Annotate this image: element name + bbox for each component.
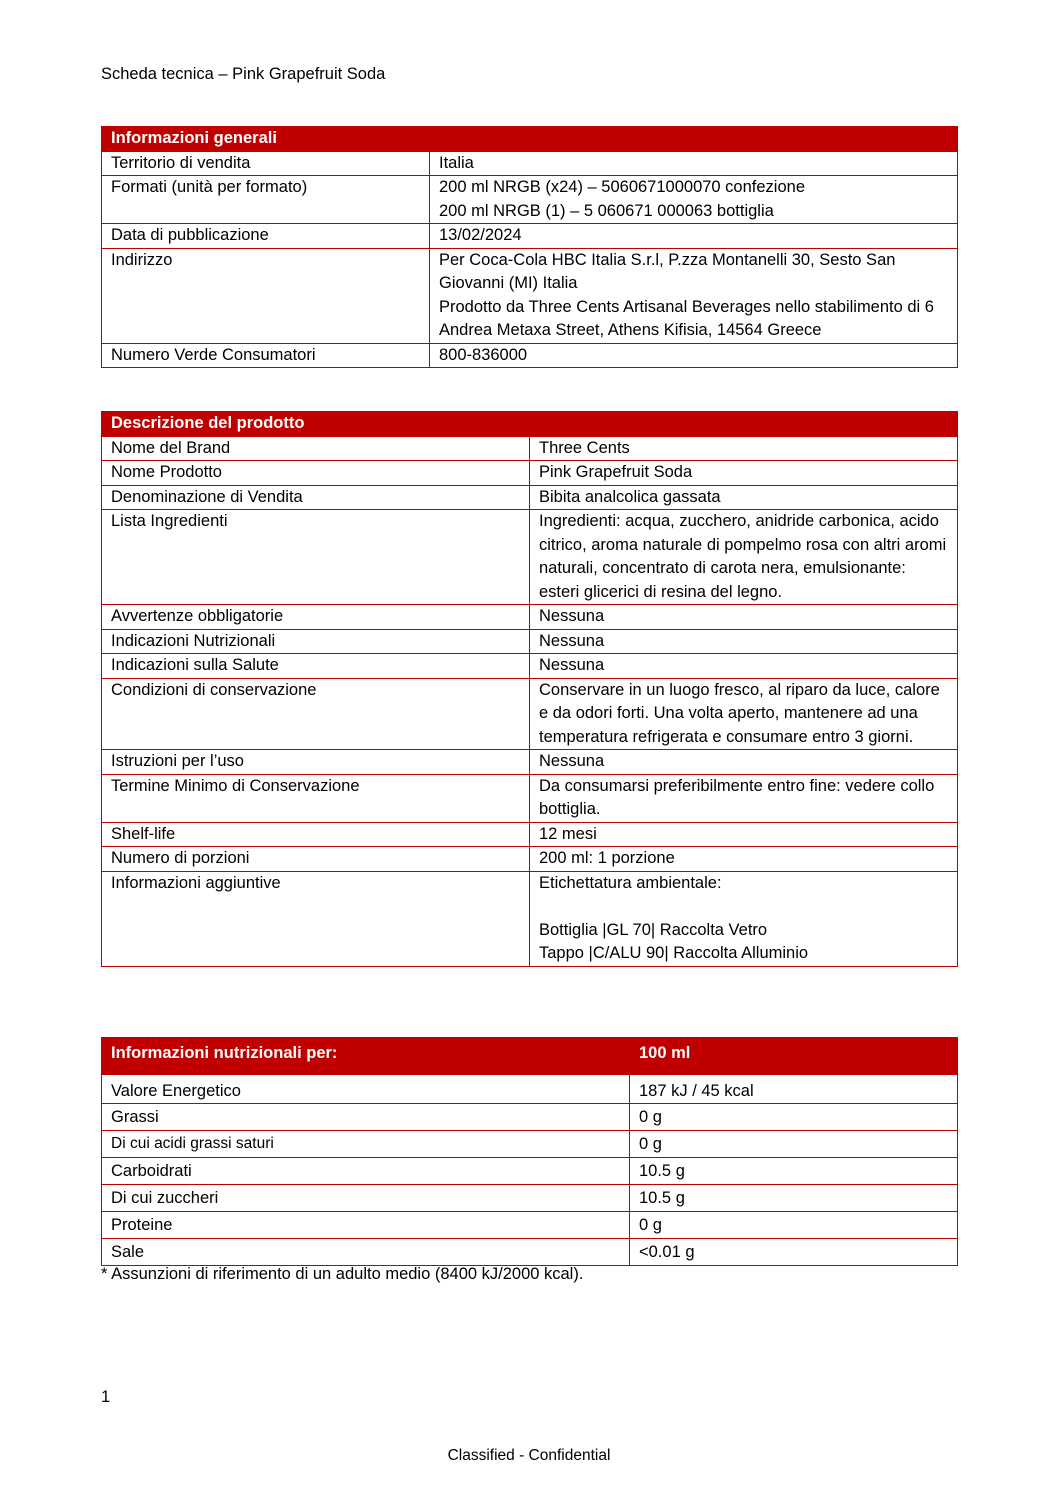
nutrient-value: <0.01 g [630, 1239, 958, 1266]
field-value: Per Coca-Cola HBC Italia S.r.l, P.zza Montanelli 30, Sesto San Giovanni (MI) Italia Prodotto da Three Cents Artisanal Beverages nello stabilimento di 6 Andrea Metaxa Street, Athens Kifisia, 14564 Greece [430, 248, 958, 343]
nutrient-value: 0 g [630, 1212, 958, 1239]
table-row [102, 774, 958, 822]
nutrient-label: Sale [102, 1239, 630, 1266]
section-heading: Informazioni nutrizionali per: [102, 1038, 630, 1075]
table-row [102, 654, 958, 679]
field-value: Bibita analcolica gassata [530, 485, 958, 510]
field-label: Nome Prodotto [102, 461, 530, 486]
header-cell [430, 127, 958, 152]
product-description-table [101, 411, 958, 967]
field-value: Nessuna [530, 654, 958, 679]
table-row [102, 461, 958, 486]
table-row [102, 605, 958, 630]
field-label: Indirizzo [102, 248, 430, 343]
field-label: Informazioni aggiuntive [102, 871, 530, 966]
table-row [102, 1239, 958, 1266]
nutrient-label: Valore Energetico [102, 1075, 630, 1104]
table-row [102, 436, 958, 461]
field-value: Da consumarsi preferibilmente entro fine: vedere collo bottiglia. [530, 774, 958, 822]
field-label: Indicazioni Nutrizionali [102, 629, 530, 654]
table-row [102, 248, 958, 343]
field-value: Etichettatura ambientale: Bottiglia |GL 70| Raccolta Vetro Tappo |C/ALU 90| Raccolta Alluminio [530, 871, 958, 966]
field-label: Indicazioni sulla Salute [102, 654, 530, 679]
field-value: Ingredienti: acqua, zucchero, anidride carbonica, acido citrico, aroma naturale di pompelmo rosa con altri aromi naturali, concentrato di carota nera, emulsionante: esteri glicerici di resina del legno. [530, 510, 958, 605]
nutrient-label: Proteine [102, 1212, 630, 1239]
field-label: Numero di porzioni [102, 847, 530, 872]
field-value: 13/02/2024 [430, 224, 958, 249]
nutrition-table [101, 1037, 958, 1266]
nutrient-value: 0 g [630, 1131, 958, 1158]
section-heading: Informazioni generali [102, 127, 430, 152]
table-row [102, 678, 958, 750]
nutrient-label: Di cui acidi grassi saturi [102, 1131, 630, 1158]
field-value: Italia [430, 151, 958, 176]
field-label: Data di pubblicazione [102, 224, 430, 249]
table-row [102, 822, 958, 847]
table-row [102, 750, 958, 775]
field-label: Istruzioni per l’uso [102, 750, 530, 775]
page-number: 1 [101, 1388, 111, 1406]
field-label: Termine Minimo di Conservazione [102, 774, 530, 822]
field-value: 12 mesi [530, 822, 958, 847]
table-row [102, 485, 958, 510]
nutrient-label: Di cui zuccheri [102, 1185, 630, 1212]
footnote: * Assunzioni di riferimento di un adulto medio (8400 kJ/2000 kcal). [101, 1265, 584, 1283]
general-info-table [101, 126, 958, 368]
table-row [102, 1212, 958, 1239]
nutrient-value: 0 g [630, 1104, 958, 1131]
field-value: 200 ml NRGB (x24) – 5060671000070 confezione 200 ml NRGB (1) – 5 060671 000063 bottiglia [430, 176, 958, 224]
field-label: Formati (unità per formato) [102, 176, 430, 224]
table-row [102, 224, 958, 249]
table-row [102, 871, 958, 966]
table-row [102, 151, 958, 176]
table-row [102, 1158, 958, 1185]
table-row [102, 176, 958, 224]
field-value: Nessuna [530, 629, 958, 654]
field-label: Avvertenze obbligatorie [102, 605, 530, 630]
field-label: Numero Verde Consumatori [102, 343, 430, 368]
table-row [102, 343, 958, 368]
field-value: 800-836000 [430, 343, 958, 368]
field-label: Condizioni di conservazione [102, 678, 530, 750]
table-header-row [102, 412, 958, 437]
table-header-row [102, 127, 958, 152]
section-heading: Descrizione del prodotto [102, 412, 530, 437]
table-row [102, 1185, 958, 1212]
nutrient-value: 10.5 g [630, 1158, 958, 1185]
field-label: Denominazione di Vendita [102, 485, 530, 510]
table-row [102, 1075, 958, 1104]
field-value: Nessuna [530, 605, 958, 630]
table-row [102, 1104, 958, 1131]
field-label: Lista Ingredienti [102, 510, 530, 605]
header-cell [530, 412, 958, 437]
table-row [102, 510, 958, 605]
field-value: Three Cents [530, 436, 958, 461]
field-value: Pink Grapefruit Soda [530, 461, 958, 486]
nutrient-label: Grassi [102, 1104, 630, 1131]
field-label: Nome del Brand [102, 436, 530, 461]
field-value: 200 ml: 1 porzione [530, 847, 958, 872]
serving-size-header: 100 ml [630, 1038, 958, 1075]
table-row [102, 847, 958, 872]
table-header-row [102, 1038, 958, 1075]
nutrient-value: 10.5 g [630, 1185, 958, 1212]
field-label: Territorio di vendita [102, 151, 430, 176]
classification-label: Classified - Confidential [447, 1447, 611, 1464]
field-label: Shelf-life [102, 822, 530, 847]
field-value: Nessuna [530, 750, 958, 775]
table-row [102, 629, 958, 654]
nutrient-label: Carboidrati [102, 1158, 630, 1185]
table-row [102, 1131, 958, 1158]
document-title: Scheda tecnica – Pink Grapefruit Soda [101, 65, 386, 83]
field-value: Conservare in un luogo fresco, al riparo da luce, calore e da odori forti. Una volta aperto, mantenere ad una temperatura refrigerata e consumare entro 3 giorni. [530, 678, 958, 750]
nutrient-value: 187 kJ / 45 kcal [630, 1075, 958, 1104]
